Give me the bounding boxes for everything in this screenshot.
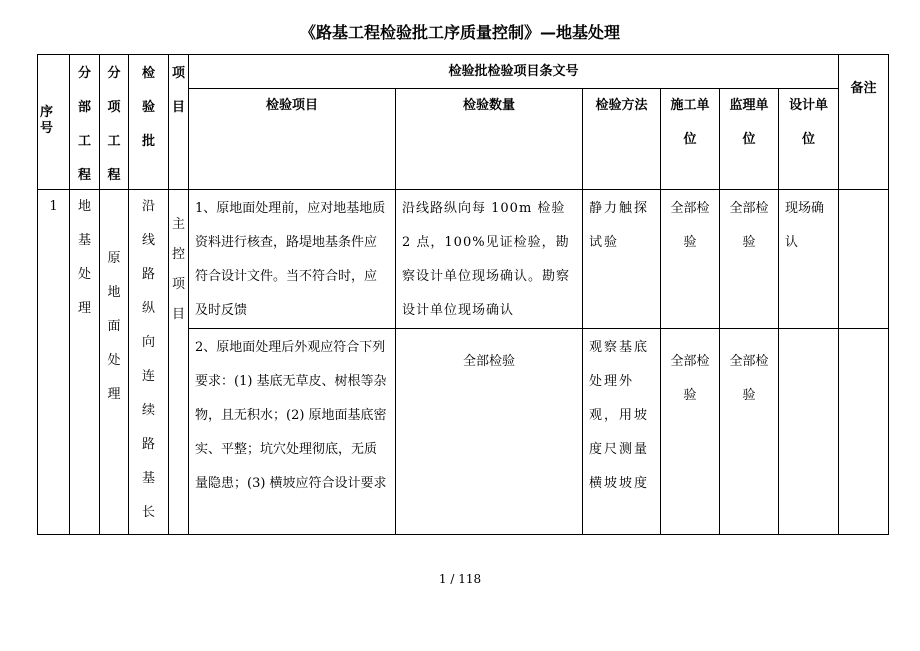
row-subitem-char: 原 bbox=[107, 251, 121, 266]
item-supervision: 全部检验 bbox=[719, 328, 779, 535]
header-subitem bbox=[99, 54, 129, 190]
header-inspect-qty: 检验数量 bbox=[395, 88, 583, 190]
item-content: 1、原地面处理前，应对地基地质资料进行核查，路堤地基条件应符合设计文件。当不符合时，应及时反馈 bbox=[188, 189, 396, 329]
header-division-char: 部 bbox=[77, 100, 91, 115]
row-batch-char: 基 bbox=[141, 471, 155, 486]
item-qty: 全部检验 bbox=[395, 328, 583, 535]
header-subitem-char: 分 bbox=[107, 66, 121, 81]
item-content: 2、原地面处理后外观应符合下列要求：(1) 基底无草皮、树根等杂物，且无积水；(2) 原地面基底密实、平整；坑穴处理彻底，无质量隐患；(3) 横坡应符合设计要求 bbox=[188, 328, 396, 535]
item-remark bbox=[838, 328, 889, 535]
item-design: 现场确认 bbox=[778, 189, 839, 329]
header-division-char: 程 bbox=[77, 168, 91, 183]
row-subitem-char: 地 bbox=[107, 285, 121, 300]
header-construction-line: 位 bbox=[683, 132, 697, 147]
header-division-char: 分 bbox=[77, 66, 91, 81]
header-supervision bbox=[719, 88, 779, 190]
item-method: 静力触探试验 bbox=[582, 189, 661, 329]
row-batch-char: 纵 bbox=[141, 301, 155, 316]
row-item-char: 目 bbox=[171, 307, 185, 322]
header-inspect-method: 检验方法 bbox=[582, 88, 661, 190]
header-batch-char: 批 bbox=[141, 134, 155, 149]
item-supervision: 全部检验 bbox=[719, 189, 779, 329]
row-batch-char: 线 bbox=[141, 233, 155, 248]
row-division-char: 处 bbox=[77, 267, 91, 282]
header-subitem-char: 程 bbox=[107, 168, 121, 183]
row-batch bbox=[128, 189, 169, 535]
header-division bbox=[69, 54, 100, 190]
row-division-char: 基 bbox=[77, 233, 91, 248]
row-division-char: 地 bbox=[77, 199, 91, 214]
header-design-line: 设计单 bbox=[788, 98, 828, 113]
header-remark: 备注 bbox=[838, 54, 889, 190]
row-item-char: 主 bbox=[171, 217, 185, 232]
header-subitem-char: 工 bbox=[107, 134, 121, 149]
row-division-char: 理 bbox=[77, 301, 91, 316]
row-batch-char: 连 bbox=[141, 369, 155, 384]
header-clause-group: 检验批检验项目条文号 bbox=[188, 54, 839, 89]
header-item-char: 项 bbox=[171, 66, 185, 81]
row-batch-char: 长 bbox=[141, 505, 155, 520]
row-division bbox=[69, 189, 100, 535]
header-inspect-item: 检验项目 bbox=[188, 88, 396, 190]
header-item-char: 目 bbox=[171, 100, 185, 115]
header-batch bbox=[128, 54, 169, 190]
item-construction: 全部检验 bbox=[660, 328, 720, 535]
row-item bbox=[168, 189, 189, 535]
header-division-char: 工 bbox=[77, 134, 91, 149]
row-subitem bbox=[99, 189, 129, 535]
page-number: 1 / 118 bbox=[438, 572, 482, 586]
row-subitem-char: 理 bbox=[107, 387, 121, 402]
row-seq bbox=[37, 189, 70, 535]
header-batch-char: 验 bbox=[141, 100, 155, 115]
row-seq-value: 1 bbox=[49, 199, 58, 214]
row-subitem-char: 面 bbox=[107, 319, 121, 334]
header-construction bbox=[660, 88, 720, 190]
item-method: 观察基底处理外观，用坡度尺测量横坡坡度 bbox=[582, 328, 661, 535]
header-item bbox=[168, 54, 189, 190]
row-batch-char: 路 bbox=[141, 267, 155, 282]
item-construction: 全部检验 bbox=[660, 189, 720, 329]
item-qty: 沿线路纵向每 100m 检验 2 点，100%见证检验，勘察设计单位现场确认。勘察设计单位现场确认 bbox=[395, 189, 583, 329]
header-batch-char: 检 bbox=[141, 66, 155, 81]
header-subitem-char: 项 bbox=[107, 100, 121, 115]
header-design bbox=[778, 88, 839, 190]
header-seq bbox=[37, 54, 70, 190]
row-item-char: 项 bbox=[171, 277, 185, 292]
header-supervision-line: 位 bbox=[742, 132, 756, 147]
header-design-line: 位 bbox=[801, 132, 815, 147]
row-batch-char: 续 bbox=[141, 403, 155, 418]
page-title: 《路基工程检验批工序质量控制》—地基处理 bbox=[299, 23, 620, 42]
row-subitem-char: 处 bbox=[107, 353, 121, 368]
header-construction-line: 施工单 bbox=[670, 98, 710, 113]
item-remark bbox=[838, 189, 889, 329]
item-design bbox=[778, 328, 839, 535]
header-supervision-line: 监理单 bbox=[729, 98, 769, 113]
row-batch-char: 向 bbox=[141, 335, 155, 350]
header-seq-label: 序号 bbox=[40, 105, 54, 136]
row-batch-char: 路 bbox=[141, 437, 155, 452]
row-item-char: 控 bbox=[171, 247, 185, 262]
row-batch-char: 沿 bbox=[141, 199, 155, 214]
